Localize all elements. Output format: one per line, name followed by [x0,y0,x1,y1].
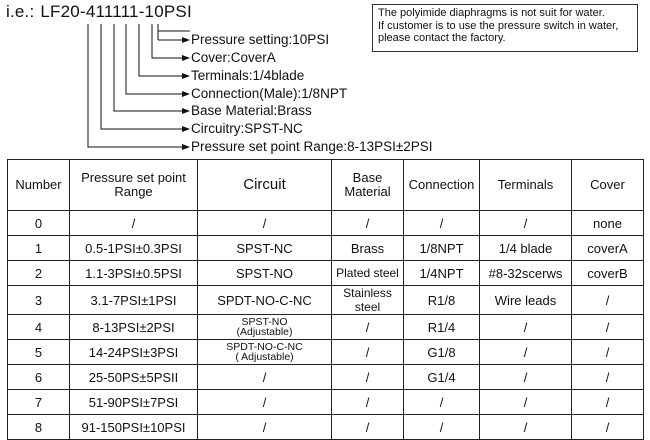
cell-cover: / [572,390,644,415]
cell-number: 1 [8,236,70,261]
table-row [8,261,644,286]
cell-circuit: SPST-NC [198,236,332,261]
header-number: Number [8,160,70,211]
cell-circuit: SPDT-NO-C-NC ( Adjustable) [198,340,332,365]
cell-terminals: / [480,340,572,365]
example-code: LF20-411111-10PSI [40,2,192,21]
arrow-icon [182,108,190,114]
cell-base-material: Plated steel [332,261,404,286]
cell-number: 7 [8,390,70,415]
cell-terminals: / [480,365,572,390]
cell-circuit: / [198,415,332,440]
cell-circuit: SPST-NO (Adjustable) [198,315,332,340]
table-row [8,236,644,261]
cell-connection: / [404,415,480,440]
cell-cover: / [572,365,644,390]
cell-terminals: / [480,390,572,415]
table-row [8,415,644,440]
arrow-icon [182,55,190,61]
cell-cover: none [572,211,644,236]
cell-cover: / [572,286,644,315]
table-row [8,211,644,236]
arrow-icon [182,91,190,97]
callout-cover: Cover:CoverA [191,50,276,65]
cell-connection: G1/4 [404,365,480,390]
header-base-material: Base Material [332,160,404,211]
cell-base-material: / [332,211,404,236]
header-cover: Cover [572,160,644,211]
header-terminals: Terminals [480,160,572,211]
cell-base-material: / [332,390,404,415]
cell-range: / [70,211,198,236]
cell-terminals: 1/4 blade [480,236,572,261]
cell-connection: R1/8 [404,286,480,315]
callout-pressure-range: Pressure set point Range:8-13PSI±2PSI [191,139,433,154]
header-circuit: Circuit [198,160,332,211]
water-warning-note [372,4,638,52]
cell-connection: G1/8 [404,340,480,365]
cell-base-material: Brass [332,236,404,261]
cell-number: 4 [8,315,70,340]
cell-connection: 1/8NPT [404,236,480,261]
table-row [8,286,644,315]
leader-line [152,31,183,58]
cell-terminals: #8-32scerws [480,261,572,286]
arrow-icon [182,144,190,150]
arrow-icon [182,37,190,43]
cell-range: 1.1-3PSI±0.5PSI [70,261,198,286]
leader-line [88,31,183,147]
callout-pressure-setting: Pressure setting:10PSI [191,32,330,47]
table-row [8,365,644,390]
header-range: Pressure set point Range [70,160,198,211]
cell-cover: / [572,340,644,365]
cell-terminals: Wire leads [480,286,572,315]
cell-cover: coverB [572,261,644,286]
cell-base-material: Stainless steel [332,286,404,315]
cell-range: 14-24PSI±3PSI [70,340,198,365]
callout-base-material: Base Material:Brass [191,103,312,118]
table-row [8,340,644,365]
cell-circuit: / [198,211,332,236]
note-line: The polyimide diaphragms is not suit for water. [378,7,605,19]
cell-range: 0.5-1PSI±0.3PSI [70,236,198,261]
arrow-icon [182,126,190,132]
cell-number: 5 [8,340,70,365]
cell-range: 8-13PSI±2PSI [70,315,198,340]
cell-number: 2 [8,261,70,286]
note-line: please contact the factory. [378,32,506,44]
leader-line [114,31,183,111]
table-row [8,390,644,415]
table-header-row [8,160,644,211]
arrow-icon [182,73,190,79]
cell-number: 8 [8,415,70,440]
cell-connection: / [404,390,480,415]
cell-range: 51-90PSI±7PSI [70,390,198,415]
callout-circuitry: Circuitry:SPST-NC [191,121,303,136]
table-row [8,315,644,340]
cell-connection: 1/4NPT [404,261,480,286]
cell-cover: coverA [572,236,644,261]
cell-cover: / [572,415,644,440]
cell-terminals: / [480,211,572,236]
cell-terminals: / [480,315,572,340]
leader-line [101,31,183,129]
cell-range: 3.1-7PSI±1PSI [70,286,198,315]
cell-cover: / [572,315,644,340]
example-prefix: i.e.: [6,2,35,21]
cell-number: 0 [8,211,70,236]
callout-terminals: Terminals:1/4blade [191,68,305,83]
cell-circuit: / [198,365,332,390]
specification-table [7,159,644,440]
cell-circuit: SPST-NO [198,261,332,286]
cell-base-material: / [332,365,404,390]
cell-connection: / [404,211,480,236]
cell-number: 6 [8,365,70,390]
cell-circuit: / [198,390,332,415]
cell-range: 25-50PS±5PSII [70,365,198,390]
cell-connection: R1/4 [404,315,480,340]
note-line: If customer is to use the pressure switch in water, [378,19,619,32]
header-connection: Connection [404,160,480,211]
callout-connection: Connection(Male):1/8NPT [191,86,348,101]
cell-base-material: / [332,315,404,340]
cell-base-material: / [332,340,404,365]
cell-base-material: / [332,415,404,440]
cell-number: 3 [8,286,70,315]
cell-terminals: / [480,415,572,440]
cell-circuit: SPDT-NO-C-NC [198,286,332,315]
leader-line [139,31,183,76]
cell-range: 91-150PSI±10PSI [70,415,198,440]
table-body [8,211,644,440]
